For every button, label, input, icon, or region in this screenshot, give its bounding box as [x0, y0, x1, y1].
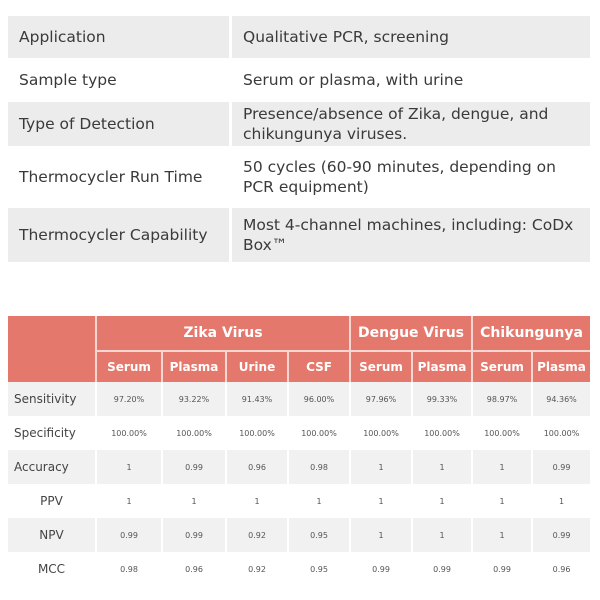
- spec-label: Thermocycler Run Time: [8, 147, 231, 207]
- metric-value: 0.96: [226, 450, 288, 484]
- table-row: [8, 450, 590, 484]
- table-row: [8, 484, 590, 518]
- metric-value: 93.22%: [162, 382, 226, 416]
- metric-value: 1: [96, 484, 162, 518]
- metric-value: 0.95: [288, 518, 350, 552]
- metric-value: 1: [472, 450, 532, 484]
- assay-spec-table: [8, 14, 590, 264]
- table-row: [8, 416, 590, 450]
- metric-value: 1: [226, 484, 288, 518]
- metric-value: 1: [472, 518, 532, 552]
- metric-value: 0.95: [288, 552, 350, 586]
- spec-row-application: [8, 15, 590, 59]
- metric-value: 100.00%: [288, 416, 350, 450]
- metric-value: 0.99: [532, 518, 590, 552]
- spec-row-sample-type: [8, 59, 590, 101]
- metric-value: 0.99: [472, 552, 532, 586]
- metric-value: 100.00%: [96, 416, 162, 450]
- metric-value: 1: [350, 484, 412, 518]
- column-header: Urine: [226, 351, 288, 382]
- metric-value: 0.99: [532, 450, 590, 484]
- metric-value: 1: [350, 518, 412, 552]
- metric-value: 0.92: [226, 518, 288, 552]
- metric-value: 100.00%: [532, 416, 590, 450]
- column-header: CSF: [288, 351, 350, 382]
- spec-value: Serum or plasma, with urine: [243, 71, 464, 89]
- table-row: [8, 382, 590, 416]
- spec-value: Qualitative PCR, screening: [231, 15, 591, 59]
- metric-value: 1: [532, 484, 590, 518]
- spec-label: Application: [8, 15, 231, 59]
- spec-label: Type of Detection: [8, 101, 231, 147]
- column-header: Serum: [96, 351, 162, 382]
- column-header: Plasma: [412, 351, 472, 382]
- spec-label: Sample type: [8, 59, 231, 101]
- metric-value: 1: [412, 450, 472, 484]
- group-header-zika: Zika Virus: [96, 316, 350, 351]
- metric-value: 0.99: [162, 518, 226, 552]
- group-header-chikungunya: Chikungunya: [472, 316, 590, 351]
- metric-label: Sensitivity: [8, 382, 96, 416]
- metric-value: 99.33%: [412, 382, 472, 416]
- group-header-dengue: Dengue Virus: [350, 316, 472, 351]
- metric-value: 100.00%: [350, 416, 412, 450]
- metric-value: 0.92: [226, 552, 288, 586]
- metric-label: NPV: [8, 518, 96, 552]
- table-row: [8, 518, 590, 552]
- column-header: Serum: [472, 351, 532, 382]
- sample-column-header-row: [8, 351, 590, 382]
- metric-value: 100.00%: [226, 416, 288, 450]
- metric-value: 0.96: [532, 552, 590, 586]
- performance-results-table: [8, 316, 590, 586]
- metric-value: 0.99: [162, 450, 226, 484]
- column-header: Plasma: [162, 351, 226, 382]
- metric-value: 1: [412, 518, 472, 552]
- metric-value: 1: [412, 484, 472, 518]
- metric-value: 0.98: [288, 450, 350, 484]
- virus-group-header-row: [8, 316, 590, 351]
- column-header: Plasma: [532, 351, 590, 382]
- metric-value: 100.00%: [412, 416, 472, 450]
- spec-row-detection: [8, 101, 590, 147]
- metric-label: PPV: [40, 494, 63, 508]
- spec-label: Thermocycler Capability: [8, 207, 231, 263]
- metric-label: Specificity: [14, 426, 76, 440]
- metric-value: 1: [288, 484, 350, 518]
- metric-value: 1: [162, 484, 226, 518]
- metric-value: 0.99: [350, 552, 412, 586]
- metric-value: 1: [472, 484, 532, 518]
- metric-value: 1: [96, 450, 162, 484]
- metric-value: 97.20%: [96, 382, 162, 416]
- metric-value: 98.97%: [472, 382, 532, 416]
- spec-value: 50 cycles (60-90 minutes, depending on PCR equipment): [243, 158, 556, 196]
- column-header: Serum: [350, 351, 412, 382]
- results-body: [8, 382, 590, 586]
- spec-row-capability: [8, 207, 590, 263]
- metric-value: 96.00%: [288, 382, 350, 416]
- metric-value: 0.99: [412, 552, 472, 586]
- metric-label: MCC: [37, 562, 66, 576]
- spec-row-run-time: [8, 147, 590, 207]
- metric-value: 97.96%: [350, 382, 412, 416]
- metric-value: 91.43%: [226, 382, 288, 416]
- corner-cell: [8, 316, 96, 382]
- spec-value: Presence/absence of Zika, dengue, and chikungunya viruses.: [231, 101, 591, 147]
- metric-value: 1: [350, 450, 412, 484]
- metric-value: 0.99: [96, 518, 162, 552]
- metric-label: Accuracy: [8, 450, 96, 484]
- table-row: [8, 552, 590, 586]
- metric-value: 0.98: [96, 552, 162, 586]
- metric-value: 100.00%: [162, 416, 226, 450]
- metric-value: 0.96: [162, 552, 226, 586]
- metric-value: 100.00%: [472, 416, 532, 450]
- metric-value: 94.36%: [532, 382, 590, 416]
- spec-value: Most 4-channel machines, including: CoDx Box™: [231, 207, 591, 263]
